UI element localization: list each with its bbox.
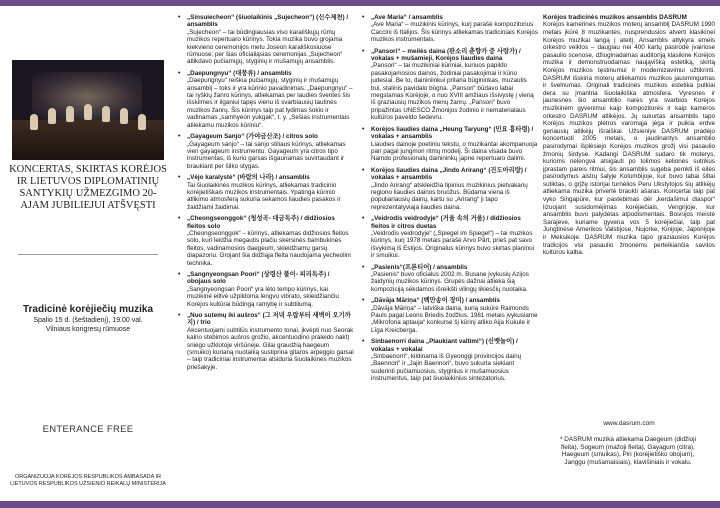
item-heading: „Vėjo karalystė“ (바람의 나라) / ansamblis	[187, 174, 310, 182]
item-text: „Daepungnyu“ reiškia pučiamųjų, styginių ir mušamųjų ansamblį – toks ir yra kūrinio pavadinimas. „Daepungnyu“ – tai ryškių žanro kūrinys, atliekamas per laudies šventes šis išskilmes ir ilganiui tapęs vienu iš svarbiausių tautinės muzikos žanrų. Šis kūrinys taip pat lydimas šokio ir vadinamas „samhyeon yukgak“, t. y. „Sešias instrumentais atliekamu muzikos kūriniu“.	[187, 77, 353, 129]
program-item: • Korėjos liaudies daina „Jindo Arirang“ (진도아리랑) / vokalas + ansamblis „Jindo Arirang“ atskleidžia tipinius muzikinius pietvakarių regiono liaudies dainos bruožus. Būdama viena iš populiariausių dainų, kartu su „Arirang“ ji tapo reprezentatyviaja liaudies daina.	[362, 167, 538, 211]
footnote: * DASRUM muzika atliekama Daegeum (didžioji fleita), Sogeum (mažoji fleita), Gayagum (citra), Haegeum (smuikas), Piri (korėjietiško obojum), Janggu (mušamaisiais), klavišiniais ir vokalu.	[559, 436, 697, 466]
item-heading: „Veidrodis veidrodyje“ (거울 속의 거울) / didžiosios fleitos ir citros duetas	[371, 215, 521, 230]
program-item: • „Vėjo karalystė“ (바람의 나라) / ansamblis Tai šiuolaikinės muzikos kūrinys, atliekamas tradicinio korėjietiškais muzikos instrumentais. Ypatinga kūrinio atlikimo atmosferą sukuria sekamos liaudies pasakos ir žaidžiami žaidimai.	[178, 174, 354, 211]
program-item: • „Ave Maria“ / ansamblis „Ave Maria“ – muzikinis kūrinys, kurį parašė kompozitorius Caccini iš Italijos. Šis kūrinys atliekamas tradiciniais Korėjos muzikos instrumentais.	[362, 14, 538, 44]
concert-title: KONCERTAS, SKIRTAS KORĖJOS IR LIETUVOS DIPLOMATINIŲ SANTYKIŲ UŽMEZGIMO 20-AJAM JUBILIEJUI ATŠVĘSTI	[9, 164, 167, 211]
program-item: • „Sangnyeongsan Poori“ (상령산 풀이- 피리독주) / obojaus solo „Sangnyeongsan Poori“ yra lėto tempo kūrinys, kai muzikinė eiltvė užpildoma lengvu vibrato, skleidžiančiu Korėjos kultūrai būdingą ramybę ir subtilumą.	[178, 271, 354, 308]
item-heading: „Daepungnyu“ (대풍류) / ansamblis	[187, 69, 292, 77]
item-heading: Sinbaenorri daina „Plaukiant valtimi“) (신뱃놀이) / vokalas + vokalai	[371, 338, 518, 353]
place-line: Vilniaus kongresų rūmuose	[45, 326, 131, 333]
divider-line	[18, 254, 158, 255]
ensemble-heading: Korėjos tradicinės muzikos ansamblis DASRUM	[543, 14, 687, 21]
item-text: „Veidrodis veidrodyje“ („Spiegel im Spiegel“) – tai muzikos kūrinys, kurį 1978 metais parašė Arvo Pärt, prieš pat savo išvykimą iš Estijos. Originalus kūrinys buvo skirtas pianinui ir smuikui.	[371, 229, 535, 260]
bottom-border	[0, 501, 720, 508]
cover-panel	[8, 14, 168, 494]
item-heading: „Dāvāja Māriņa“ (백만송이 장미) / ansamblis	[371, 297, 500, 305]
program-item: • „Nuo sutemų iki aušros“ (그 저녁 우랍부터 새벽이 오기까지) / trio Akcentuojami subtilūs instrumento tonai, įkvėpti nuo Seorak kalno stebimos aušros grožio, akcentuodino praleido nakt) sniego užklotoje viršūnėje. Gilai graudžią haegeum (smuiko) kurianą nuotaiką sustiprina gitaros arpeggio garsai – taip tradiciniai instrumentai atsiduria šiuolaikinės muzikos priešakyje.	[178, 312, 354, 371]
program-item: • „Pasienis“(프론티어) / ansamblis „Pasienis“ buvo oficialus 2002 m. Busane įvykusių Azijos žaidynių muzikos kūrinys. Grupės dažnai atlieka šią kompoziciją sėkdamos išreikšti vilingų likiesčių nuotaika.	[362, 264, 538, 294]
program-column-1	[178, 14, 354, 498]
item-text: „Gayageum sanjo“ – tai sanjo stiliaus kūrinys, atliekamas vien gayageum instrumentu. Gayageum yra citros tipo instrumentas, iš kurio garsas išgaunamas suvirtaudant ir braukiant per šilko stygas.	[187, 140, 346, 170]
item-heading: „Ave Maria“ / ansamblis	[371, 14, 443, 21]
program-item: • „Sinsuiecheon“ (šiuolaikinis „Sujecheon“) (신수제천) / ansamblis „Sujecheon“ – tai būdingiausias viso karališkųjų rūmų muzikos repertuaro kūrinys. Tokia muzika buvo grojama kiekvieno ceremonijos metu Joseon karališkosiuose rūmuose; per šias oficialiąsias ceremonijas „Sujecheon“ atlikdavo pučiamųjų, styginių ir mušamųjų ansamblis.	[178, 14, 354, 66]
item-heading: „Sangnyeongsan Poori“ (상령산 풀이- 피리독주) / obojaus solo	[187, 271, 330, 286]
item-text: „Sangnyeongsan Poori“ yra lėto tempo kūrinys, kai muzikinė eiltvė užpildoma lengvu vibrato, skleidžiančiu Korėjos kultūrai būdingą ramybę ir subtilumą.	[187, 285, 339, 308]
item-heading: „Pasienis“(프론티어) / ansamblis	[371, 263, 468, 271]
program-item: • „Gayageum Sanjo“ (가야금산조) / citros solo „Gayageum sanjo“ – tai sanjo stiliaus kūrinys, atliekamas vien gayageum instrumentu. Gayageum yra citros tipo instrumentas, iš kurio garsas išgaunamas suvirtaudant ir braukiant per šilko stygas.	[178, 133, 354, 170]
program-item: • „Veidrodis veidrodyje“ (거울 속의 거울) / didžiosios fleitos ir citros duetas „Veidrodis veidrodyje“ („Spiegel im Spiegel“) – tai muzikos kūrinys, kurį 1978 metais parašė Arvo Pärt, prieš pat savo išvykimą iš Estijos. Originalus kūrinys buvo skirtas pianinui ir smuikui.	[362, 215, 538, 259]
item-heading: Korėjos liaudies daina „Heung Taryung“ (민요 흥타령) / vokalas + ansamblis	[371, 125, 534, 141]
item-heading: „Gayageum Sanjo“ (가야금산조) / citros solo	[187, 133, 318, 141]
program-item: • Korėjos liaudies daina „Heung Taryung“ (민요 흥타령) / vokalas + ansamblis Liaudies dainoje poetiniu tekstu, o muzikantai akompanuoja pan pagal jungmori ritmų modelį. Ši daina visada buvo Namdo profesionalų dainininkų japne repertuaro dalimi.	[362, 125, 538, 163]
entrance-free: ENTERANCE FREE	[42, 424, 134, 435]
venue-title: Tradicinė korėjiečių muzika	[22, 304, 154, 315]
item-text: „Jindo Arirang“ atskleidžia tipinius muzikinius pietvakarių regiono liaudies dainos bruožus. Būdama viena iš populiariausių dainų, kartu su „Arirang“ ji tapo reprezentatyviaja liaudies daina.	[371, 181, 528, 211]
organizers: ORGANIZUOJA KORĖJOS RESPUBLIKOS AMBASADA IR LIETUVOS RESPUBLIKOS UŽSIENIO REIKALŲ MINISTERIJA	[10, 474, 166, 487]
item-heading: „Nuo sutemų iki aušros“ (그 저녁 우랍부터 새벽이 오기까지) / trio	[187, 312, 351, 327]
item-text: „Pasienis“ buvo oficialus 2002 m. Busane įvykusių Azijos žaidynių muzikos kūrinys. Grupės dažnai atlieka šią kompoziciją sėkdamos išreikšti vilingų likiesčių nuotaika.	[371, 271, 529, 293]
item-text: „Sujecheon“ – tai būdingiausias viso karališkųjų rūmų muzikos repertuaro kūrinys. Tokia muzika buvo grojama kiekvieno ceremonijos metu Joseon karališkosiuose rūmuose; per šias oficialiąsias ceremonijas „Sujecheon“ atlikdavo pučiamųjų, styginių ir mušamųjų ansamblis.	[187, 28, 343, 66]
website-link[interactable]: www.dasrum.com	[603, 420, 655, 427]
item-heading: „Pansori“ – meilės daina (판소리 춘향가 중 사랑가) / vokalas + mušamieji, Korėjos liaudies daina	[371, 47, 521, 63]
item-text: „Cheongseonggok“ – kūrinys, atliekamas didžiosios fleitos solo, kuri leidžia megautis plačiu skersinės bambukinės fleitos, vadinamosios daegeum, skleidžiamų garsų diapazonu. Grojant šia didžiąja fleita naudojama yecheolini technika.	[187, 229, 351, 267]
concert-photo	[12, 60, 164, 160]
ensemble-text: Korėjos kamerinės muzikos moterų ansamblį DASRUM 1990 metais įkūrė 8 muzikantės, nusprendusios atverti klasikinei Korėjos muzikai langą į ateitį. Ansamblis atlykyra emeis orkestro veiklos – daugiau nei 400 kartų pasirodė įvairiose pasaulio scenose, džiuginadamas auditoriją klasikine Korėjos muzika ir demonstruodamas naująvišką estetiką, skirtą Korėjos muzikos tęstinumui ir modernizavimui užtikrinti. DASRUM išskiria moterų atliekamos muzikos jausmingumas ir švelnumas. Originali tradicinės muzikos estetika pulkiai dera su įmantria šiuolaikiška atmosfera. Vyresnės ir jaunesnės šio ansamblio narės yra svarbios Korėjos muzikinėm gyvenimui kaip kompozitorės ir kaip kameros orkestro DASRUM atlikėjos. Jų sukurtas ansamblis tapo Korėjos muzikos plėtros varomąja jėga ir puikia erdve geriausių atlikėjų išraiškai. Užsieniye DASRUM pradėjo koncertuoti 2005 metais, o jaudinantys ansamblio pasirodymai išplėsiejo Korėjos muzikos grožį visi pasaulio žmonių širdyse. Kadangi DASRUM sudaro tik moterys, kurioms nelengva atsigauti po tolimos kelionės sutrikus įprastam pareis ritmui, šis ansamblis sugeba pernkti iš eilės pasirodymus aistrų šalyje Kolumbijoje, kur buvo labai šiltai sutiktas, o grįžę istorijai turnėlios Peru Ukstytojos šių atlikėjų atliekama muzika privertė braukti ašaras. Koncertai taip pat vyko Singapūre, kur pastebimas dėl „kerdašimui diaspor“ lizuojant susidomėjimas korėjiečiais, Vengrijoje, kur ansamblis buvo palydėtas atpodismentais. Bosnijos meistė Sarajeve, kuriame gyvena vos 5 korėjiečiai, taip pat Jungtinėse Amerikos Valstijose, Nujorke, Kinijoje, Japonijoje ir Meksikoje. DASRUM muzika tapo graziausios Korėjos tradicijos visi pasaulio žmonėms perteikiančia savitos kultūros kalba.	[543, 21, 715, 257]
item-heading: Korėjos liaudies daina „Jindo Arirang“ (진도아리랑) / vokalas + ansamblis	[371, 166, 527, 182]
program-item: • „Cheongseonggok“ (청성곡- 대금독주) / didžiosios fleitos solo „Cheongseonggok“ – kūrinys, atliekamas didžiosios fleitos solo, kuri leidžia megautis plačiu skersinės bambukinės fleitos, vadinamosios daegeum, skleidžiamų garsų diapazonu. Grojant šia didžiąja fleita naudojama yecheolini technika.	[178, 215, 354, 267]
item-heading: „Cheongseonggok“ (청성곡- 대금독주) / didžiosios fleitos solo	[187, 215, 335, 230]
date-line: Spalio 15 d. (šeštadienį), 19.00 val.	[33, 317, 143, 324]
program-item: • „Pansori“ – meilės daina (판소리 춘향가 중 사랑가) / vokalas + mušamieji, Korėjos liaudies daina „Pansori“ – tai muzikiniai kūriniai, kuriuos papildo pasakojamosios dainos, žodiniai pasakojimai ir kūno judesiai. Be to, daininiinkui pritaria būgininkas, muzautis bui, stalinis pavidalo būgna. „Pansori“ būdavo labai megstamas Korėjoje, o nuo XVIII amžiaus išsivystę į vieną iš graziausių muzikos menų žanrų. „Pansori“ buvo pripažintas UNESCO Žmonijos žodinio ir nematerialaus kultūros paveldo šedevru.	[362, 48, 538, 122]
top-border	[0, 0, 720, 6]
item-text: „Pansori“ – tai muzikiniai kūriniai, kuriuos papildo pasakojamosios dainos, žodiniai pasakojimai ir kūno judesiai. Be to, daininiinkui pritaria būgininkas, muzautis bui, stalinis pavidalo būgna. „Pansori“ būdavo labai megstamas Korėjoje, o nuo XVIII amžiaus išsivystę į vieną iš graziausių muzikos menų žanrų. „Pansori“ buvo pripažintas UNESCO Žmonijos žodinio ir nematerialaus kultūros paveldo šedevru.	[371, 62, 534, 122]
item-text: Akcentuojami subtilūs instrumento tonai, įkvėpti nuo Seorak kalno stebimos aušros grožio, akcentuodino praleido nakt) sniego užklotoje viršūnėje. Gilai graudžią haegeum (smuiko) kurianą nuotaiką sustiprina gitaros arpeggio garsai – taip tradiciniai instrumentai atsiduria šiuolaikinės muzikos priešakyje.	[187, 326, 354, 371]
program-column-2	[362, 14, 538, 498]
program-item: • „Daepungnyu“ (대풍류) / ansamblis „Daepungnyu“ reiškia pučiamųjų, styginių ir mušamųjų ansamblį – toks ir yra kūrinio pavadinimas. „Daepungnyu“ – tai ryškių žanro kūrinys, atliekamas per laudies šventes šis išskilmes ir ilganiui tapęs vienu iš svarbiausių tautinės muzikos žanrų. Šis kūrinys taip pat lydimas šokio ir vadinamas „samhyeon yukgak“, t. y. „Sešias instrumentais atliekamu muzikos kūriniu“.	[178, 69, 353, 129]
ensemble-column	[543, 14, 715, 414]
program-item: • Sinbaenorri daina „Plaukiant valtimi“) (신뱃놀이) / vokalas + vokalai „Sinbaenorri“, kildinama iš Gyeonggi provincijos dainų „Baennori“ ir „Jajin Baennori“, buvo sukurta siekiant suderinti pučiamuosius, styginius ir mušamuosius instrumentus, taip pat šiuolaikinius sintezatorius.	[362, 338, 538, 382]
item-text: „Ave Maria“ – muzikinis kūrinys, kurį parašė kompozitorius Caccini iš Italijos. Šis kūrinys atliekamas tradiciniais Korėjos muzikos instrumentais.	[371, 21, 538, 44]
item-text: „Sinbaenorri“, kildinama iš Gyeonggi provincijos dainų „Baennori“ ir „Jajin Baennori“, buvo sukurta siekiant suderinti pučiamuosius, styginius ir mušamuosius instrumentus, taip pat šiuolaikinius sintezatorius.	[371, 353, 522, 383]
item-text: Liaudies dainoje poetiniu tekstu, o muzikantai akompanuoja pan pagal jungmori ritmų modelį. Ši daina visada buvo Namdo profesionalų dainininkų japne repertuaro dalimi.	[371, 140, 538, 163]
item-heading: „Sinsuiecheon“ (šiuolaikinis „Sujecheon“) (신수제천) / ansamblis	[187, 14, 349, 29]
item-text: Tai šiuolaikinės muzikos kūrinys, atliekamas tradicinio korėjietiškais muzikos instrumentais. Ypatinga kūrinio atlikimo atmosferą sukuria sekamos liaudies pasakos ir žaidžiami žaidimai.	[187, 181, 341, 211]
item-text: „Dāvāja Māriņa“ – latviška daina, kurią sukūrė Raimonds Pauls pagal Leons Briedis žodžius. 1981 metais įvykusiame „Mikrofona aptauja“ konkurse šį kūrinį atliko Aija Kukule ir Līga Kreicberga.	[371, 304, 538, 334]
program-item: • „Dāvāja Māriņa“ (백만송이 장미) / ansamblis „Dāvāja Māriņa“ – latviška daina, kurią sukūrė Raimonds Pauls pagal Leons Briedis žodžius. 1981 metais įvykusiame „Mikrofona aptauja“ konkurse šį kūrinį atliko Aija Kukule ir Līga Kreicberga.	[362, 297, 538, 334]
